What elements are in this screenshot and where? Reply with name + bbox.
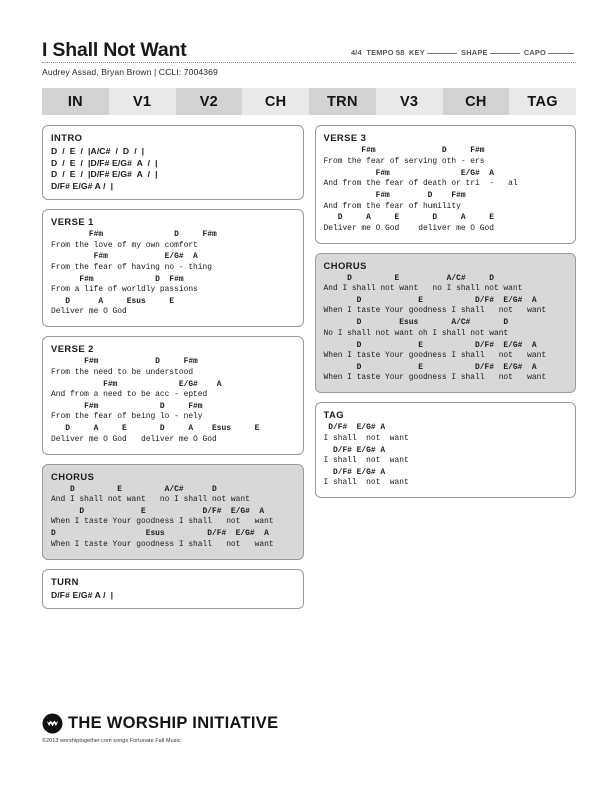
shape-blank [490, 53, 520, 54]
lyric-line: When I taste Your goodness I shall not want [323, 306, 547, 316]
lyric-line: When I taste Your goodness I shall not want [323, 351, 547, 361]
chorus-right-stanza-line [324, 363, 568, 384]
chord-line: F#m E/G# A [323, 168, 494, 178]
chord-line: D E A/C# D [323, 273, 494, 283]
intro-line: D/F# E/G# A / | [51, 180, 114, 191]
chorus-left-stanza-line [51, 529, 295, 550]
verse-3-stanza-line [324, 146, 568, 167]
lyric-line: From the fear of having no - thing [51, 262, 212, 272]
chord-line: F#m D F#m [323, 191, 466, 201]
section-chorus-right [315, 253, 577, 394]
lyric-line: When I taste Your goodness I shall not want [323, 373, 547, 383]
chord-line: D E D/F# E/G# A [323, 296, 537, 306]
intro-line: D / E / |D/F# E/G# A / | [51, 157, 158, 168]
chord-line: F#m E/G# A [51, 252, 198, 262]
sequence-cell-v1-1[interactable]: V1 [109, 88, 176, 115]
left-column [42, 125, 304, 608]
intro-lines [51, 146, 295, 192]
turn-line: D/F# E/G# A / | [51, 589, 114, 600]
right-column [315, 125, 577, 498]
lyric-line: No I shall not want oh I shall not want [323, 328, 509, 338]
lyric-line: From a life of worldly passions [51, 285, 198, 295]
lyric-line: I shall not want [323, 456, 409, 465]
song-meta [351, 48, 576, 60]
chord-line: D E D/F# E/G# A [323, 362, 537, 372]
sequence-cell-v3-5[interactable]: V3 [376, 88, 443, 115]
chorus-right-lines [324, 274, 568, 384]
lyric-line: I shall not want [323, 478, 409, 488]
chord-line: D Esus D/F# E/G# A [51, 529, 269, 539]
sequence-cell-in-0[interactable]: IN [42, 88, 109, 115]
verse-3-stanza-line [324, 169, 568, 190]
section-turn [42, 569, 304, 609]
key-label: KEY [409, 48, 425, 58]
chord-line: F#m D F#m [51, 274, 184, 284]
section-title-verse-1: VERSE 1 [51, 216, 94, 228]
lyric-line: And from the fear of humility [323, 201, 461, 211]
section-title-chorus-left: CHORUS [51, 470, 95, 482]
lyric-line: When I taste Your goodness I shall not want [51, 517, 274, 527]
tag-stanza-line [324, 423, 568, 444]
capo-blank [548, 53, 574, 54]
intro-line: D / E / |A/C# / D / | [51, 146, 145, 157]
verse-2-stanza-line [51, 424, 295, 445]
time-signature: 4/4 [350, 48, 362, 58]
sequence-cell-trn-4[interactable]: TRN [309, 88, 376, 115]
chorus-left-stanza-line [51, 485, 295, 506]
tempo-label: TEMPO [366, 48, 394, 58]
verse-3-lines [324, 146, 568, 234]
chord-line: D A E D A Esus E [51, 424, 260, 434]
sequence-cell-tag-7[interactable]: TAG [509, 88, 576, 115]
verse-1-stanza-line [51, 252, 295, 273]
lyric-line: Deliver me O God deliver me O God [323, 223, 494, 233]
verse-1-stanza-line [51, 297, 295, 318]
chord-line: D E D/F# E/G# A [51, 506, 265, 516]
worship-initiative-logo-icon [42, 713, 63, 734]
chorus-right-stanza-line [324, 274, 568, 295]
chart-columns [42, 125, 576, 608]
chord-line: D E D/F# E/G# A [323, 340, 537, 350]
verse-2-stanza-line [51, 402, 295, 423]
verse-3-stanza-line [324, 213, 568, 234]
chord-line: D/F# E/G# A [323, 467, 386, 477]
lyric-line: From the love of my own comfort [51, 240, 198, 250]
tempo-value: 58 [395, 48, 405, 58]
chord-line: D A E D A E [323, 213, 494, 223]
lyric-line: Deliver me O God [51, 307, 127, 317]
tag-lines [324, 423, 568, 488]
lyric-line: And from the fear of death or tri - al [323, 179, 518, 189]
section-verse-1 [42, 209, 304, 327]
chord-line: D Esus A/C# D [323, 318, 509, 328]
lyric-line: From the fear of being lo - nely [51, 412, 203, 422]
verse-1-lines [51, 230, 295, 318]
intro-line: D / E / |D/F# E/G# A / | [51, 169, 158, 180]
turn-lines [51, 590, 295, 601]
chord-line: F#m D F#m [323, 146, 485, 156]
chorus-left-stanza-line [51, 507, 295, 528]
lyric-line: When I taste Your goodness I shall not want [51, 539, 274, 549]
tag-stanza-line [324, 446, 568, 467]
section-title-turn: TURN [51, 575, 79, 587]
chorus-right-stanza-line [324, 296, 568, 317]
page-title: I Shall Not Want [42, 39, 187, 61]
section-verse-3 [315, 125, 577, 243]
chord-line: D E A/C# D [51, 484, 217, 494]
verse-3-stanza-line [324, 191, 568, 212]
chord-line: F#m D F#m [51, 401, 203, 411]
capo-label: CAPO [523, 48, 546, 58]
footer [42, 713, 278, 744]
verse-1-stanza-line [51, 230, 295, 251]
brand-row [42, 713, 278, 734]
verse-2-lines [51, 357, 295, 445]
chord-line: F#m D F#m [51, 230, 217, 240]
chord-line: F#m E/G# A [51, 379, 222, 389]
chord-line: D/F# E/G# A [323, 445, 386, 455]
sequence-cell-ch-6[interactable]: CH [443, 88, 510, 115]
section-verse-2 [42, 336, 304, 454]
shape-label: SHAPE [461, 48, 488, 58]
copyright-text: ©2013 worshiptogether.com songs Fortunate Fall Music [42, 738, 181, 744]
section-chorus-left [42, 464, 304, 560]
lyric-line: Deliver me O God deliver me O God [51, 434, 217, 444]
lyric-line: And I shall not want no I shall not want [323, 284, 523, 294]
chorus-right-stanza-line [324, 341, 568, 362]
chord-line: D/F# E/G# A [323, 423, 386, 433]
song-sequence-bar [42, 88, 576, 115]
lyric-line: From the fear of serving oth - ers [323, 156, 485, 166]
chorus-left-lines [51, 485, 295, 550]
section-intro [42, 125, 304, 200]
header-divider [42, 62, 576, 63]
verse-2-stanza-line [51, 380, 295, 401]
verse-2-stanza-line [51, 357, 295, 378]
section-tag [315, 402, 577, 498]
chord-line: F#m D F#m [51, 357, 198, 367]
section-title-intro: INTRO [51, 132, 83, 144]
lyric-line: And I shall not want no I shall not want [51, 495, 250, 504]
document-header [42, 40, 576, 60]
sequence-cell-ch-3[interactable]: CH [242, 88, 309, 115]
authors-and-ccli: Audrey Assad, Bryan Brown | CCLI: 7004369 [42, 67, 218, 78]
section-title-verse-2: VERSE 2 [51, 343, 94, 355]
lyric-line: From the need to be understood [51, 367, 194, 377]
chord-line: D A Esus E [51, 297, 175, 307]
section-title-tag: TAG [323, 409, 344, 421]
chorus-right-stanza-line [324, 318, 568, 339]
section-title-verse-3: VERSE 3 [323, 132, 367, 144]
tag-stanza-line [324, 468, 568, 489]
lyric-line: And from a need to be acc - epted [51, 390, 208, 400]
verse-1-stanza-line [51, 275, 295, 296]
sequence-cell-v2-2[interactable]: V2 [176, 88, 243, 115]
lyric-line: I shall not want [323, 433, 409, 443]
key-blank [427, 53, 457, 54]
section-title-chorus-right: CHORUS [323, 259, 367, 271]
brand-name: THE WORSHIP INITIATIVE [68, 714, 279, 732]
